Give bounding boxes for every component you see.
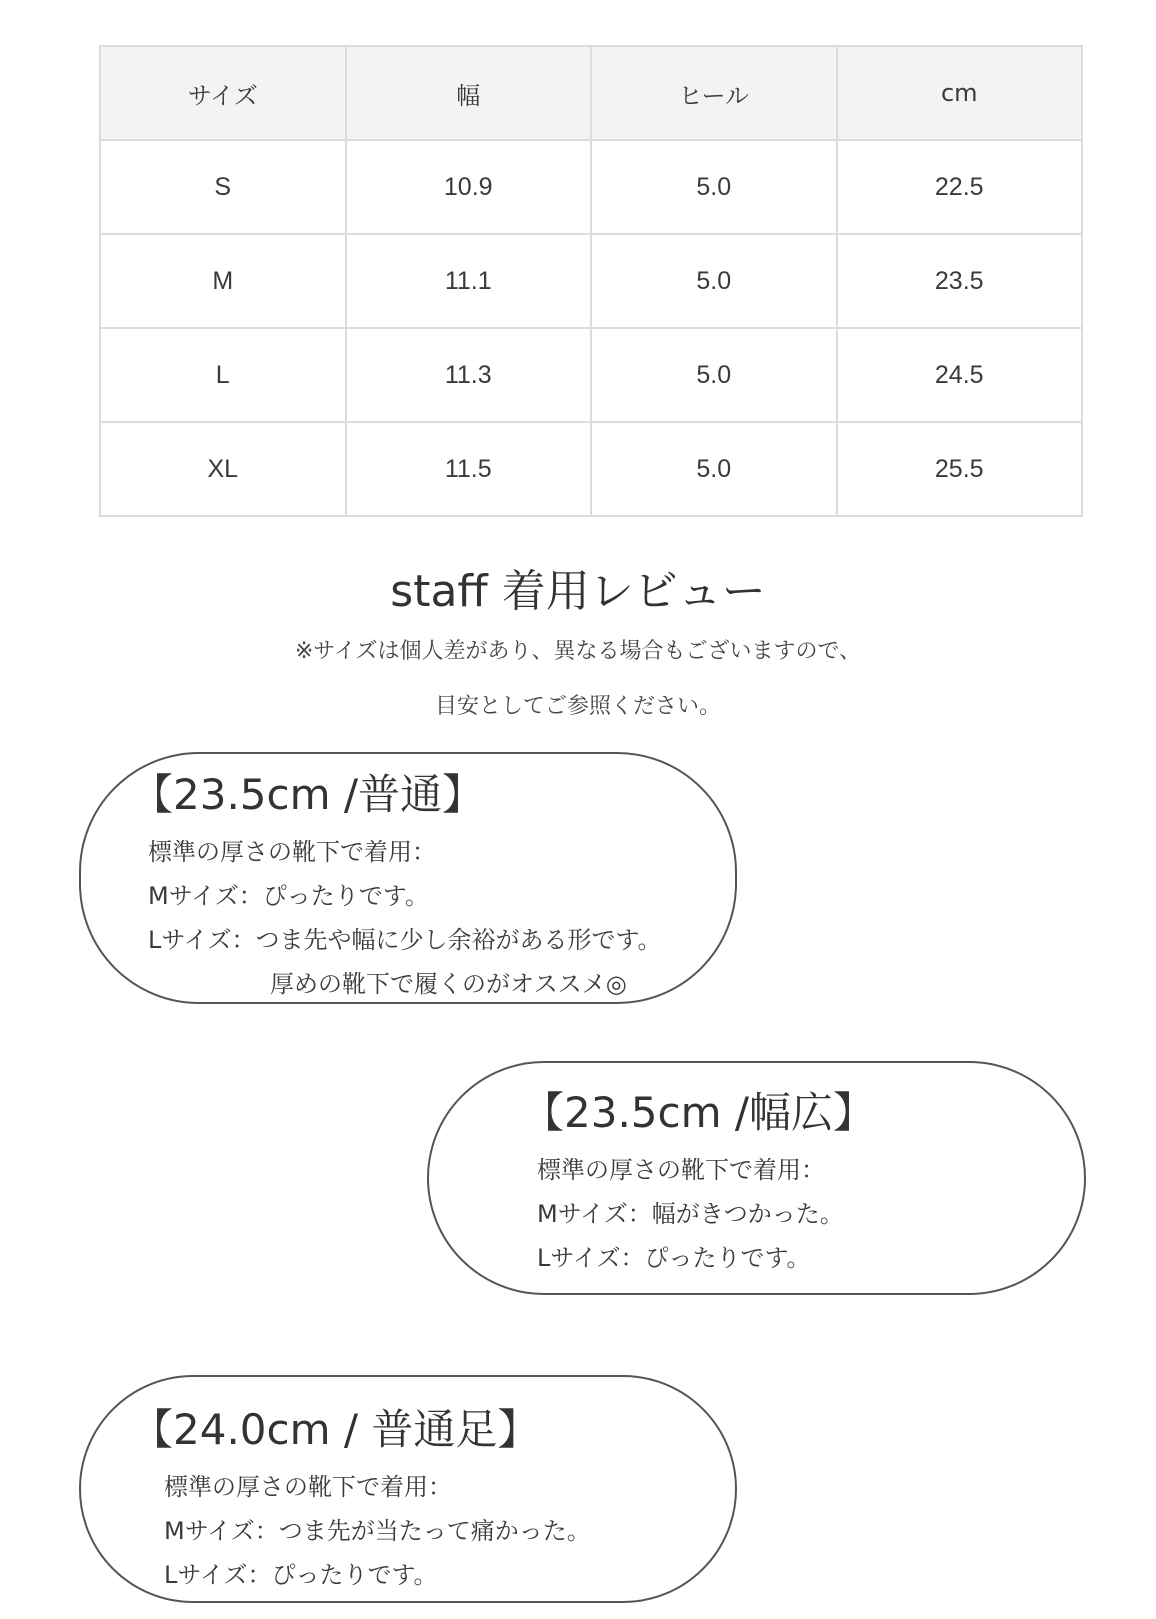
review-bubble-line: Lサイズ：ぴったりです。: [537, 1244, 811, 1272]
review-bubble-line: Lサイズ：つま先や幅に少し余裕がある形です。: [148, 926, 662, 954]
header-size: サイズ: [100, 46, 346, 140]
cell-size: XL: [100, 422, 346, 516]
review-bubble-line: 標準の厚さの靴下で着用：: [164, 1473, 452, 1501]
table-row: [100, 422, 1082, 516]
review-bubble-3: [79, 1375, 737, 1603]
review-bubble-2: [427, 1061, 1086, 1295]
table-row: [100, 234, 1082, 328]
review-bubble-line: 標準の厚さの靴下で着用：: [537, 1156, 825, 1184]
review-bubble-title: 【23.5cm /幅広】: [522, 1088, 876, 1137]
review-bubble-line: Lサイズ：ぴったりです。: [164, 1561, 438, 1589]
cell-width: 11.5: [346, 422, 592, 516]
review-bubble-line: Mサイズ：つま先が当たって痛かった。: [164, 1517, 591, 1545]
header-cm: cm: [837, 46, 1083, 140]
cell-cm: 22.5: [837, 140, 1083, 234]
review-bubble-title: 【24.0cm / 普通足】: [131, 1405, 540, 1454]
review-note-line-2: 目安としてご参照ください。: [434, 694, 721, 719]
review-bubble-line: 厚めの靴下で履くのがオススメ◎: [270, 970, 627, 998]
cell-cm: 23.5: [837, 234, 1083, 328]
cell-heel: 5.0: [591, 234, 837, 328]
cell-width: 11.3: [346, 328, 592, 422]
cell-size: M: [100, 234, 346, 328]
cell-heel: 5.0: [591, 140, 837, 234]
review-title: staff 着用レビュー: [390, 566, 766, 617]
cell-cm: 24.5: [837, 328, 1083, 422]
table-header-row: [100, 46, 1082, 140]
review-note-line-1: ※サイズは個人差があり、異なる場合もございますので、: [294, 639, 862, 664]
table-row: [100, 328, 1082, 422]
review-bubble-line: Mサイズ：ぴったりです。: [148, 882, 429, 910]
review-bubble-line: Mサイズ：幅がきつかった。: [537, 1200, 844, 1228]
cell-size: L: [100, 328, 346, 422]
cell-size: S: [100, 140, 346, 234]
cell-width: 10.9: [346, 140, 592, 234]
cell-heel: 5.0: [591, 422, 837, 516]
cell-cm: 25.5: [837, 422, 1083, 516]
table-row: [100, 140, 1082, 234]
header-heel: ヒール: [591, 46, 837, 140]
review-bubble-1: [79, 752, 737, 1004]
cell-heel: 5.0: [591, 328, 837, 422]
header-width: 幅: [346, 46, 592, 140]
review-bubble-title: 【23.5cm /普通】: [131, 770, 485, 819]
cell-width: 11.1: [346, 234, 592, 328]
size-table: [99, 45, 1083, 517]
review-bubble-line: 標準の厚さの靴下で着用：: [148, 838, 436, 866]
